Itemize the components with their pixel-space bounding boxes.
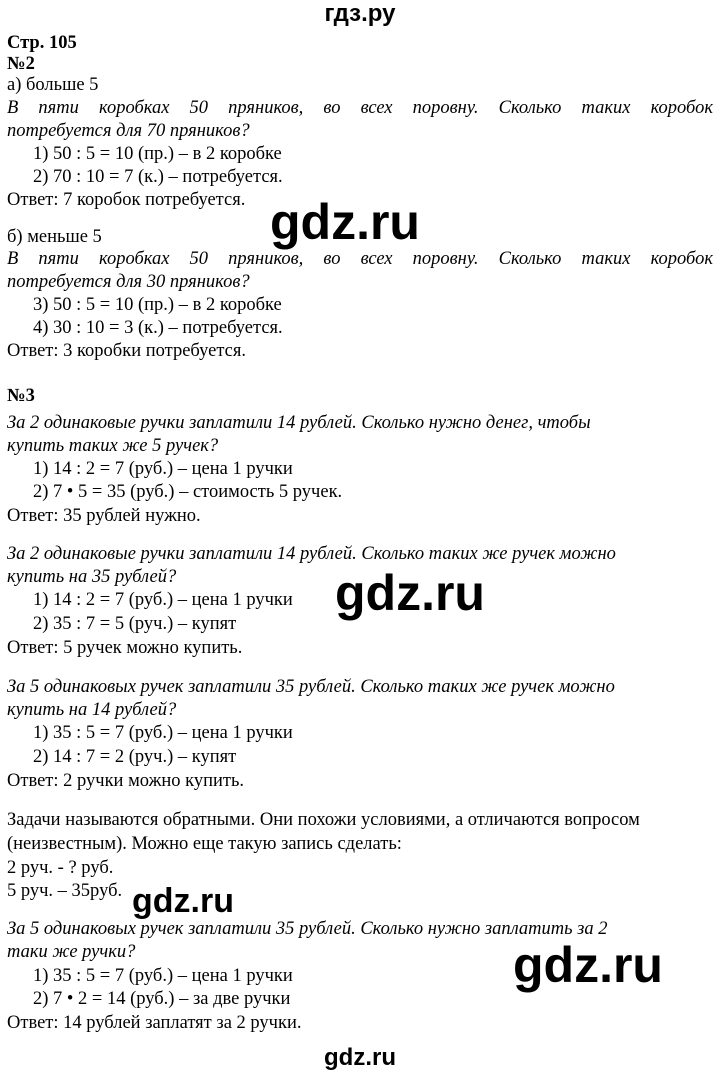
problem-3-condition-line: купить на 14 рублей? — [7, 700, 177, 720]
problem-3-step: 1) 35 : 5 = 7 (руб.) – цена 1 ручки — [33, 723, 293, 743]
task-2b-step: 3) 50 : 5 = 10 (пр.) – в 2 коробке — [33, 295, 282, 315]
problem-1-condition-line: купить таких же 5 ручек? — [7, 436, 219, 456]
task-2-number: №2 — [7, 54, 35, 74]
task-2b-condition-line: потребуется для 30 пряников? — [7, 272, 250, 292]
watermark: gdz.ru — [513, 937, 663, 993]
problem-4-step: 2) 7 • 2 = 14 (руб.) – за две ручки — [33, 989, 291, 1009]
task-2b-label: б) меньше 5 — [7, 227, 102, 247]
problem-2-condition-line: купить на 35 рублей? — [7, 567, 177, 587]
problem-3-step: 2) 14 : 7 = 2 (руч.) – купят — [33, 747, 237, 767]
watermark: gdz.ru — [324, 1044, 396, 1071]
problem-2-condition-line: За 2 одинаковые ручки заплатили 14 рублей. Сколько таких же ручек можно — [7, 544, 616, 564]
task-2a-label: а) больше 5 — [7, 75, 99, 95]
record-line: 2 руч. - ? руб. — [7, 858, 114, 878]
problem-1-step: 1) 14 : 2 = 7 (руб.) – цена 1 ручки — [33, 459, 293, 479]
note-line: Задачи называются обратными. Они похожи условиями, а отличаются вопросом — [7, 810, 640, 830]
problem-1-condition-line: За 2 одинаковые ручки заплатили 14 рублей. Сколько нужно денег, чтобы — [7, 413, 591, 433]
page-reference: Стр. 105 — [7, 33, 77, 53]
problem-4-condition-line: За 5 одинаковых ручек заплатили 35 рублей. Сколько нужно заплатить за 2 — [7, 919, 608, 939]
record-line: 5 руч. – 35руб. — [7, 881, 123, 901]
note-line: (неизвестным). Можно еще такую запись сделать: — [7, 834, 402, 854]
watermark: gdz.ru — [132, 882, 234, 920]
task-2a-condition-line: потребуется для 70 пряников? — [7, 121, 250, 141]
problem-4-step: 1) 35 : 5 = 7 (руб.) – цена 1 ручки — [33, 966, 293, 986]
problem-1-answer: Ответ: 35 рублей нужно. — [7, 506, 201, 526]
watermark: gdz.ru — [270, 194, 420, 250]
task-2b-condition-line: В пяти коробках 50 пряников, во всех поровну. Сколько таких коробок — [7, 249, 713, 269]
task-2a-step: 1) 50 : 5 = 10 (пр.) – в 2 коробке — [33, 144, 282, 164]
task-2a-step: 2) 70 : 10 = 7 (к.) – потребуется. — [33, 167, 283, 187]
problem-2-answer: Ответ: 5 ручек можно купить. — [7, 638, 243, 658]
problem-1-step: 2) 7 • 5 = 35 (руб.) – стоимость 5 ручек. — [33, 482, 343, 502]
problem-3-condition-line: За 5 одинаковых ручек заплатили 35 рублей. Сколько таких же ручек можно — [7, 677, 615, 697]
task-2b-answer: Ответ: 3 коробки потребуется. — [7, 341, 246, 361]
problem-4-answer: Ответ: 14 рублей заплатят за 2 ручки. — [7, 1013, 302, 1033]
problem-4-condition-line: таки же ручки? — [7, 942, 136, 962]
task-3-number: №3 — [7, 386, 35, 406]
task-2b-step: 4) 30 : 10 = 3 (к.) – потребуется. — [33, 318, 283, 338]
problem-2-step: 1) 14 : 2 = 7 (руб.) – цена 1 ручки — [33, 590, 293, 610]
task-2a-answer: Ответ: 7 коробок потребуется. — [7, 190, 246, 210]
problem-2-step: 2) 35 : 7 = 5 (руч.) – купят — [33, 614, 237, 634]
problem-3-answer: Ответ: 2 ручки можно купить. — [7, 771, 245, 791]
watermark: gdz.ru — [335, 565, 485, 621]
header-logo: гдз.ру — [324, 0, 396, 27]
task-2a-condition-line: В пяти коробках 50 пряников, во всех поровну. Сколько таких коробок — [7, 98, 713, 118]
